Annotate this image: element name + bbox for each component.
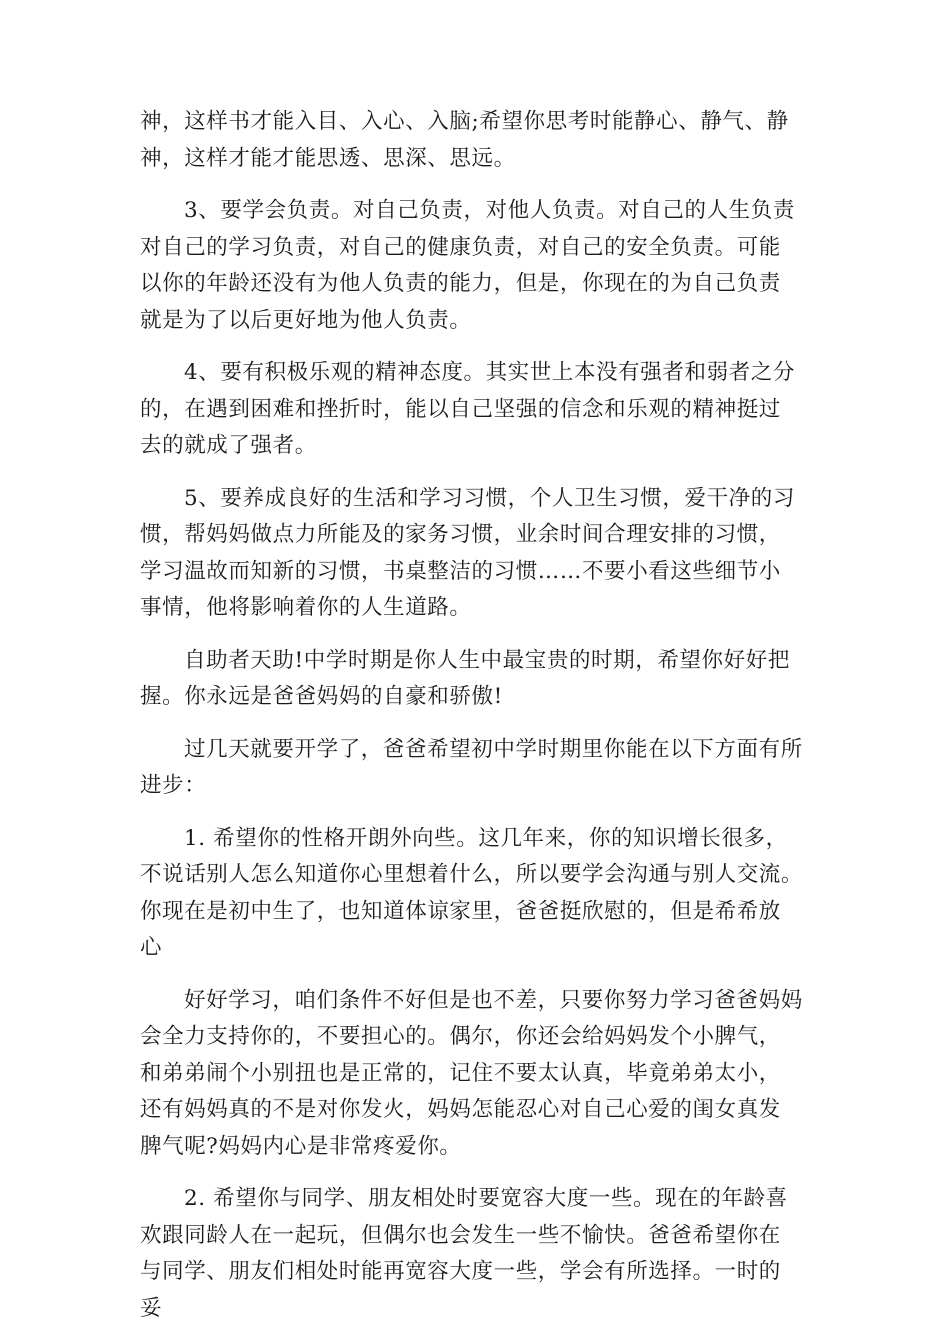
text-line: 对自己的学习负责，对自己的健康负责，对自己的安全负责。可能 [140,234,781,260]
text-line: 的，在遇到困难和挫折时，能以自己坚强的信念和乐观的精神挺过 [140,396,781,422]
text-line: 你现在是初中生了，也知道体谅家里，爸爸挺欣慰的，但是希希放 [140,898,781,924]
text-line: 2. 希望你与同学、朋友相处时要宽容大度一些。现在的年龄喜 [184,1186,788,1211]
text-line: 自助者天助!中学时期是你人生中最宝贵的时期，希望你好好把 [184,647,790,673]
text-line: 惯，帮妈妈做点力所能及的家务习惯，业余时间合理安排的习惯， [140,522,781,547]
text-line: 与同学、朋友们相处时能再宽容大度一些，学会有所选择。一时的 [140,1259,781,1284]
document-body [140,104,802,1343]
text-line: 妥 [140,1295,163,1321]
text-line: 握。你永远是爸爸妈妈的自豪和骄傲! [140,684,503,709]
text-line: 心 [140,935,163,960]
text-line: 就是为了以后更好地为他人负责。 [140,307,472,333]
text-line: 好好学习，咱们条件不好但是也不差，只要你努力学习爸爸妈妈 [184,987,803,1013]
text-line: 过几天就要开学了，爸爸希望初中学时期里你能在以下方面有所 [184,736,803,762]
paragraph-4 [140,481,802,627]
text-line: 3、要学会负责。对自己负责，对他人负责。对自己的人生负责 [184,198,795,223]
text-line: 4、要有积极乐观的精神态度。其实世上本没有强者和弱者之分 [184,360,795,385]
text-line: 不说话别人怎么知道你心里想着什么，所以要学会沟通与别人交流。 [140,862,804,887]
text-line: 以你的年龄还没有为他人负责的能力，但是，你现在的为自己负责 [140,271,781,296]
paragraph-8 [140,983,802,1166]
paragraph-5 [140,643,802,716]
text-line: 去的就成了强者。 [140,433,317,458]
text-line: 会全力支持你的，不要担心的。偶尔，你还会给妈妈发个小脾气， [140,1024,781,1049]
text-line: 还有妈妈真的不是对你发火，妈妈怎能忍心对自己心爱的闺女真发 [140,1097,781,1122]
text-line: 神，这样才能才能思透、思深、思远。 [140,145,516,171]
text-line: 神，这样书才能入目、入心、入脑;希望你思考时能静心、静气、静 [140,109,789,134]
text-line: 脾气呢?妈妈内心是非常疼爱你。 [140,1133,462,1159]
paragraph-6 [140,732,802,805]
paragraph-9 [140,1181,802,1327]
text-line: 1. 希望你的性格开朗外向些。这几年来，你的知识增长很多， [184,825,788,851]
text-line: 事情，他将影响着你的人生道路。 [140,595,472,620]
paragraph-3 [140,355,802,465]
text-line: 进步： [140,773,207,798]
text-line: 5、要养成良好的生活和学习习惯，个人卫生习惯，爱干净的习 [184,485,795,511]
text-line: 和弟弟闹个小别扭也是正常的，记住不要太认真，毕竟弟弟太小， [140,1060,781,1086]
paragraph-7 [140,821,802,967]
paragraph-1 [140,104,802,177]
text-line: 欢跟同龄人在一起玩，但偶尔也会发生一些不愉快。爸爸希望你在 [140,1222,781,1248]
paragraph-2 [140,193,802,339]
text-line: 学习温故而知新的习惯，书桌整洁的习惯……不要小看这些细节小 [140,558,781,584]
